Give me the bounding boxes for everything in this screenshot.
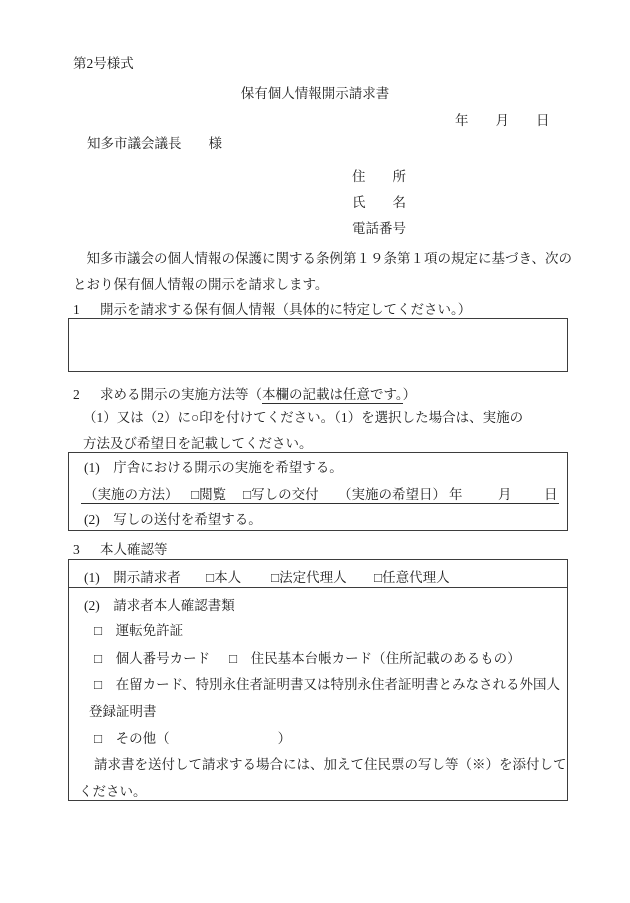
year-label: 年 (449, 487, 463, 502)
checkbox-copy: □写しの交付 (243, 487, 319, 502)
identity-verification-box (68, 559, 568, 801)
requester-row-label: (1) 開示請求者 (84, 570, 181, 585)
month-label: 月 (498, 487, 512, 502)
section-3-number: 3 (73, 542, 80, 557)
section-2-heading (100, 386, 416, 403)
checkbox-item-mynumber-card: □ 個人番号カード (94, 651, 211, 666)
option-mail-copy: (2) 写しの送付を希望する。 (84, 512, 262, 527)
page-title: 保有個人情報開示請求書 (240, 86, 390, 101)
mailing-note-line2: ください。 (79, 784, 147, 799)
name-label: 氏 名 (352, 195, 406, 210)
desired-date-label: （実施の希望日） (338, 487, 446, 502)
date-line: 年 月 日 (455, 113, 550, 128)
section-2-note-line1: （1）又は（2）に○印を付けてください。（1）を選択した場合は、実施の (83, 410, 524, 425)
addressee-line: 知多市議会議長 様 (87, 136, 222, 151)
section-2-heading-underlined: 本欄の記載は任意です。 (262, 387, 403, 402)
section-2-number: 2 (73, 387, 80, 402)
section-2-heading-post: ） (402, 387, 417, 402)
option-onsite-disclosure: (1) 庁舎における開示の実施を希望する。 (84, 460, 343, 475)
day-label: 日 (544, 487, 558, 502)
form-number-label: 第2号様式 (73, 56, 134, 71)
row-divider (69, 587, 567, 588)
disclosure-method-box (68, 452, 568, 531)
section-1-heading: 開示を請求する保有個人情報（具体的に特定してください。） (100, 302, 472, 317)
checkbox-voluntary-representative: □任意代理人 (374, 570, 450, 585)
checkbox-view: □閲覧 (191, 487, 227, 502)
checkbox-item-residence-card-line1: □ 在留カード、特別永住者証明書又は特別永住者証明書とみなされる外国人 (94, 677, 560, 692)
section-3-heading: 本人確認等 (100, 542, 168, 557)
method-and-date-row (81, 486, 559, 504)
section-1-number: 1 (73, 302, 80, 317)
method-label: （実施の方法） (84, 487, 179, 502)
checkbox-item-resident-register-card: □ 住民基本台帳カード（住所記載のあるもの） (229, 651, 521, 666)
section-2-heading-pre: 求める開示の実施方法等（ (100, 387, 262, 402)
intro-paragraph-line2: とおり保有個人情報の開示を請求します。 (73, 277, 329, 292)
request-content-box (68, 318, 568, 372)
checkbox-item-residence-card-line2: 登録証明書 (89, 704, 157, 719)
checkbox-item-other: □ その他（ ） (94, 731, 292, 746)
checkbox-self: □本人 (206, 570, 242, 585)
address-label: 住 所 (352, 169, 406, 184)
checkbox-legal-representative: □法定代理人 (271, 570, 347, 585)
verification-documents-label: (2) 請求者本人確認書類 (84, 598, 235, 613)
section-2-note-line2: 方法及び希望日を記載してください。 (83, 436, 313, 451)
intro-paragraph-line1: 知多市議会の個人情報の保護に関する条例第１９条第１項の規定に基づき、次の (73, 251, 572, 266)
checkbox-item-drivers-license: □ 運転免許証 (94, 623, 184, 638)
phone-label: 電話番号 (352, 221, 406, 236)
mailing-note-line1: 請求書を送付して請求する場合には、加えて住民票の写し等（※）を添付して (94, 757, 567, 772)
